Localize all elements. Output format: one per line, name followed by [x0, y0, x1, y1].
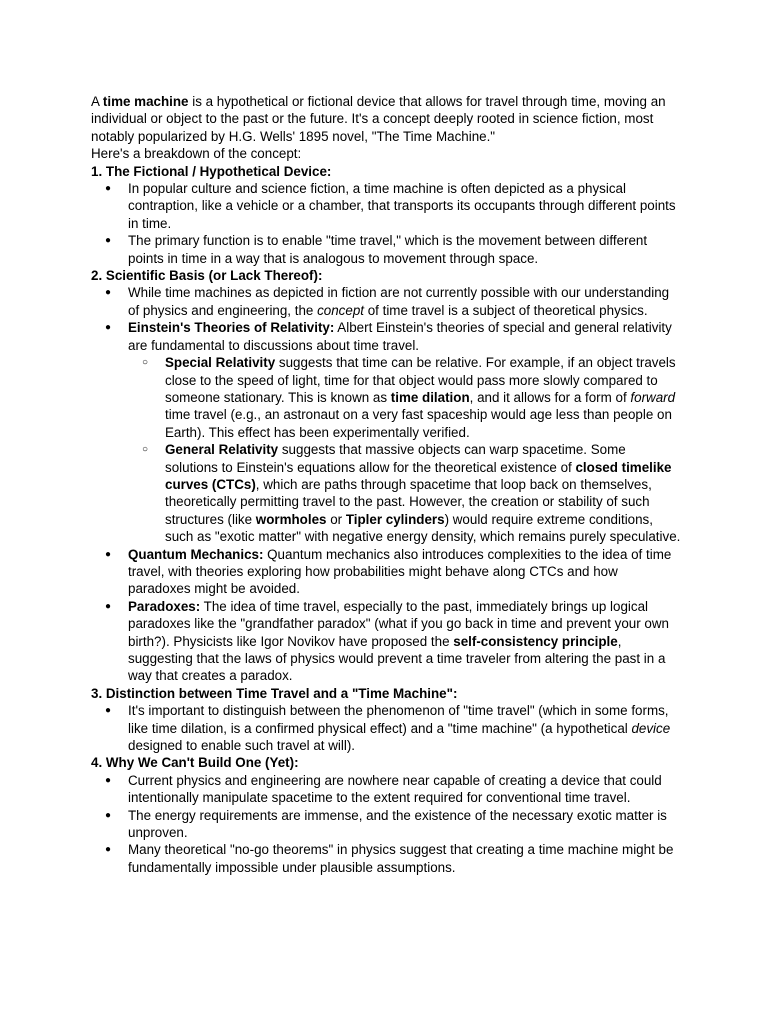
list-item: ● While time machines as depicted in fiction are not currently possible with our understanding of physics and engineering, the concept of time travel is a subject of theoretical physics. [91, 284, 681, 319]
section-1-list [91, 180, 681, 267]
section-1-heading: 1. The Fictional / Hypothetical Device: [91, 163, 332, 179]
section-3-heading: 3. Distinction between Time Travel and a "Time Machine": [91, 685, 458, 701]
section-4-list [91, 772, 681, 876]
list-item: ● In popular culture and science fiction, a time machine is often depicted as a physical contraption, like a vehicle or a chamber, that transports its occupants through different points in time. [91, 180, 681, 232]
list-item: ● Current physics and engineering are nowhere near capable of creating a device that could intentionally manipulate spacetime to the extent required for conventional time travel. [91, 772, 681, 807]
section-4-heading: 4. Why We Can't Build One (Yet): [91, 755, 299, 771]
list-item: ● Quantum Mechanics: Quantum mechanics also introduces complexities to the idea of time travel, with theories exploring how probabilities might behave along CTCs and how paradoxes might be avoided. [91, 546, 681, 598]
intro-paragraph: A time machine is a hypothetical or fictional device that allows for travel through time, moving an individual or object to the past or the future. It's a concept deeply rooted in science fiction, most notably popularized by H.G. Wells' 1895 novel, "The Time Machine." [91, 94, 666, 144]
sublist-item: ○ Special Relativity suggests that time can be relative. For example, if an object travels close to the speed of light, time for that object would pass more slowly compared to someone stationary. This is known as time dilation, and it allows for a form of forward time travel (e.g., an astronaut on a very fast spaceship would age less than people on Earth). This effect has been experimentally verified. [128, 354, 681, 441]
section-3-list [91, 702, 681, 754]
section-2-list [91, 284, 681, 684]
list-item: ● Einstein's Theories of Relativity: Albert Einstein's theories of special and general relativity are fundamental to discussions about time travel. ○ Special Relativity suggests that time can be relative. For example, if an object travels close to the speed of light, time for that object would pass more slowly compared to someone stationary. This is known as time dilation, and it allows for a form of forward time travel (e.g., an astronaut on a very fast spaceship would age less than people on Earth). This effect has been experimentally verified. ○ General Relativity suggests that massive objects can warp spacetime. Some solutions to Einstein's equations allow for the theoretical existence of closed timelike curves (CTCs), which are paths through spacetime that loop back on themselves, theoretically permitting travel to the past. However, the creation or stability of such structures (like wormholes or Tipler cylinders) would require extreme conditions, such as "exotic matter" with negative energy density, which remains purely speculative. [91, 319, 681, 545]
list-item: ● Many theoretical "no-go theorems" in physics suggest that creating a time machine might be fundamentally impossible under plausible assumptions. [91, 841, 681, 876]
term-time-machine: time machine [102, 94, 189, 109]
document-page [91, 93, 681, 876]
sublist-item: ○ General Relativity suggests that massive objects can warp spacetime. Some solutions to Einstein's equations allow for the theoretical existence of closed timelike curves (CTCs), which are paths through spacetime that loop back on themselves, theoretically permitting travel to the past. However, the creation or stability of such structures (like wormholes or Tipler cylinders) would require extreme conditions, such as "exotic matter" with negative energy density, which remains purely speculative. [128, 441, 681, 545]
relativity-sublist [128, 354, 681, 545]
list-item: ● The primary function is to enable "time travel," which is the movement between different points in time in a way that is analogous to movement through space. [91, 232, 681, 267]
intro-breakdown-line: Here's a breakdown of the concept: [91, 146, 302, 162]
list-item: ● It's important to distinguish between the phenomenon of "time travel" (which in some forms, like time dilation, is a confirmed physical effect) and a "time machine" (a hypothetical device designed to enable such travel at will). [91, 702, 681, 754]
list-item: ● The energy requirements are immense, and the existence of the necessary exotic matter is unproven. [91, 807, 681, 842]
list-item: ● Paradoxes: The idea of time travel, especially to the past, immediately brings up logical paradoxes like the "grandfather paradox" (what if you go back in time and prevent your own birth?). Physicists like Igor Novikov have proposed the self-consistency principle, suggesting that the laws of physics would prevent a time traveler from altering the past in a way that creates a paradox. [91, 598, 681, 685]
section-2-heading: 2. Scientific Basis (or Lack Thereof): [91, 268, 323, 284]
